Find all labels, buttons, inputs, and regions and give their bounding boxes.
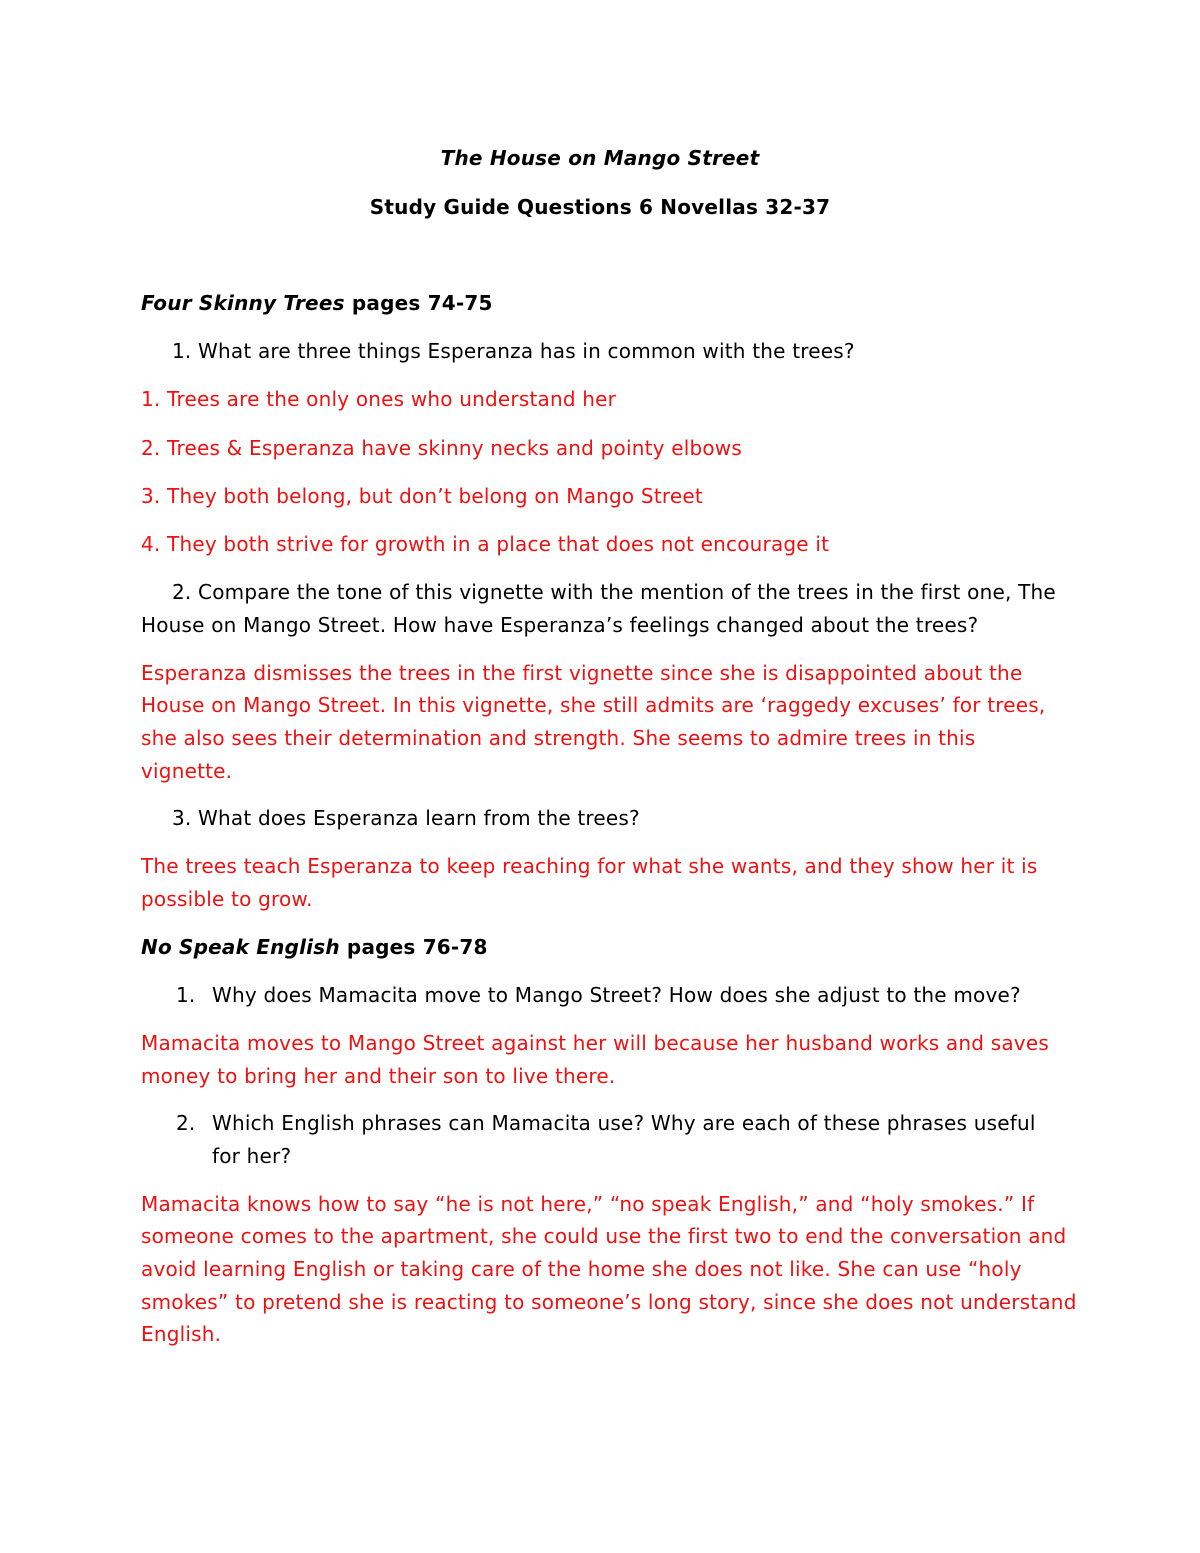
section-heading-pages: pages 74-75 [344,291,493,315]
section-heading-pages: pages 76-78 [339,935,488,959]
section-heading-title: Four Skinny Trees [141,291,345,315]
answer-line: Esperanza dismisses the trees in the first vignette since she is disappointed about the [141,661,1023,685]
section-heading-no-speak-english [141,933,488,961]
question-3: 3. What does Esperanza learn from the trees? [172,806,640,830]
question-2-line: Which English phrases can Mamacita use? Why are each of these phrases useful [212,1111,1036,1135]
answer-line: House on Mango Street. In this vignette, she still admits are ‘raggedy excuses’ for trees, [141,693,1046,717]
answer-line: she also sees their determination and strength. She seems to admire trees in this [141,726,976,750]
answer-line: Mamacita moves to Mango Street against her will because her husband works and saves [141,1031,1049,1055]
question-2-line: 2. Compare the tone of this vignette with the mention of the trees in the first one, The [172,580,1056,604]
question-1: 1. What are three things Esperanza has in common with the trees? [172,339,855,363]
document-subtitle: Study Guide Questions 6 Novellas 32-37 [369,195,831,219]
answer-line: 2. Trees & Esperanza have skinny necks and pointy elbows [141,436,742,460]
answer-line: The trees teach Esperanza to keep reaching for what she wants, and they show her it is [141,854,1038,878]
section-heading-four-skinny-trees [141,289,493,317]
section-heading-title: No Speak English [141,935,340,959]
question-2-line: for her? [212,1144,292,1168]
answer-line: someone comes to the apartment, she could use the first two to end the conversation and [141,1224,1067,1248]
question-number: 2. [176,1111,196,1135]
question-1: Why does Mamacita move to Mango Street? How does she adjust to the move? [212,983,1021,1007]
answer-line: Mamacita knows how to say “he is not here,” “no speak English,” and “holy smokes.” If [141,1192,1035,1216]
answer-line: 3. They both belong, but don’t belong on Mango Street [141,484,703,508]
answer-line: avoid learning English or taking care of the home she does not like. She can use “holy [141,1257,1022,1281]
question-number: 1. [176,983,196,1007]
answer-line: vignette. [141,759,233,783]
answer-line: English. [141,1322,222,1346]
answer-line: 4. They both strive for growth in a place that does not encourage it [141,532,830,556]
answer-line: 1. Trees are the only ones who understand her [141,387,617,411]
answer-line: smokes” to pretend she is reacting to someone’s long story, since she does not understand [141,1290,1077,1314]
document-title: The House on Mango Street [440,146,760,170]
answer-line: possible to grow. [141,887,313,911]
answer-line: money to bring her and their son to live there. [141,1064,616,1088]
question-2-line: House on Mango Street. How have Esperanza’s feelings changed about the trees? [141,613,979,637]
